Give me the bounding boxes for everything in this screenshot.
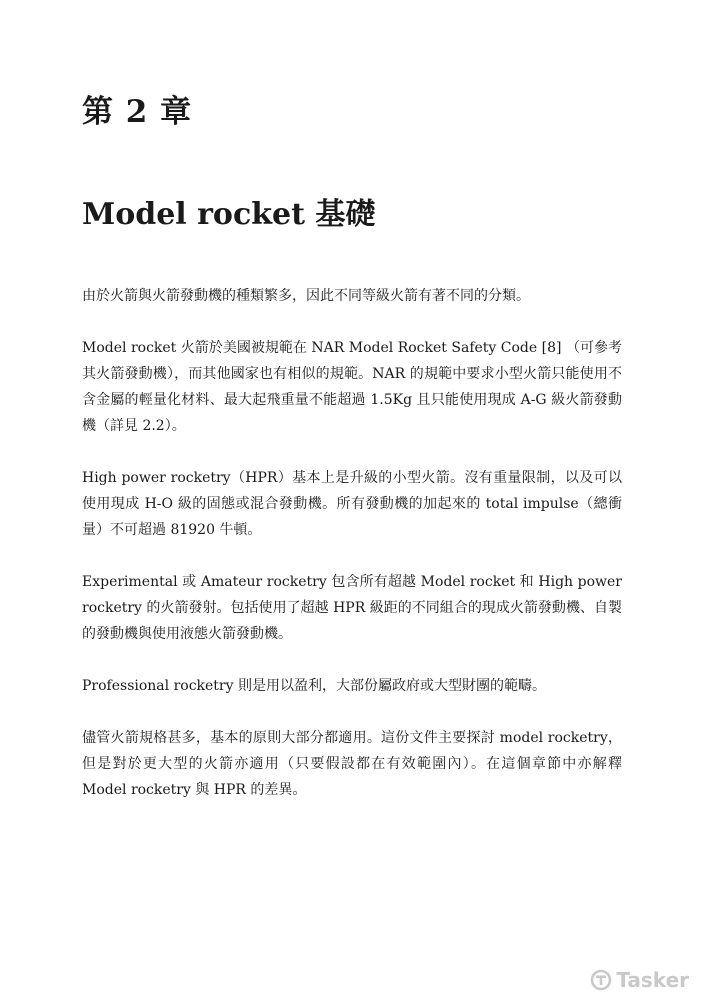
paragraph-summary: 儘管火箭規格甚多，基本的原則大部分都適用。這份文件主要探討 model rocketry，但是對於更大型的火箭亦適用（只要假設都在有效範圍內）。在這個章節中亦解釋 Model rocketry 與 HPR 的差異。 (82, 730, 622, 798)
chapter-title: Model rocket 基礎 (82, 197, 376, 232)
chapter-label: 第 2 章 (82, 94, 193, 130)
paragraph-experimental: Experimental 或 Amateur rocketry 包含所有超越 Model rocket 和 High power rocketry 的火箭發射。包括使用了超越 HPR 級距的不同組合的現成火箭發動機、自製的發動機與使用液態火箭發動機。 (82, 574, 622, 642)
body-text (82, 283, 622, 829)
paragraph-model-rocket: Model rocket 火箭於美國被規範在 NAR Model Rocket Safety Code [8] （可參考其火箭發動機），而其他國家也有相似的規範。NAR 的規範中要求小型火箭只能使用不含金屬的輕量化材料、最大起飛重量不能超過 1.5Kg 且只能使用現成 A-G 級火箭發動機（詳見 2.2）。 (82, 340, 622, 434)
watermark (590, 968, 689, 992)
paragraph-professional: Professional rocketry 則是用以盈利，大部份屬政府或大型財團的範疇。 (82, 678, 546, 694)
watermark-text: Tasker (616, 968, 689, 992)
tasker-logo-icon (590, 969, 612, 991)
paragraph-hpr: High power rocketry（HPR）基本上是升級的小型火箭。沒有重量限制，以及可以使用現成 H-O 級的固態或混合發動機。所有發動機的加起來的 total impulse（總衝量）不可超過 81920 牛頓。 (82, 470, 622, 538)
paragraph-intro: 由於火箭與火箭發動機的種類繁多，因此不同等級火箭有著不同的分類。 (82, 288, 530, 304)
